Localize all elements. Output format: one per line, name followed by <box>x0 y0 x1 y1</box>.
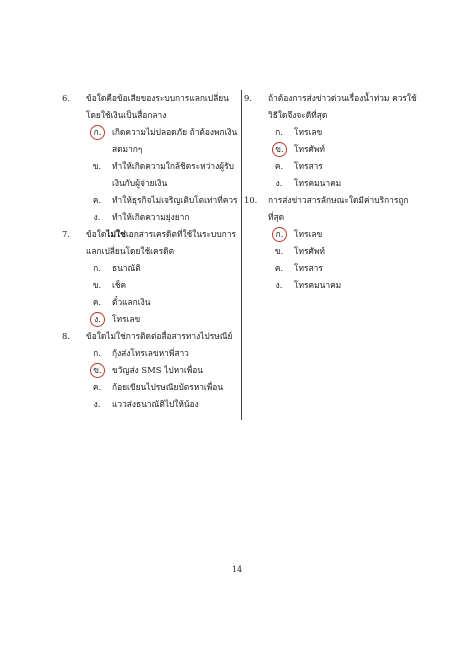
question-6 <box>62 90 240 124</box>
option-6b <box>62 158 240 192</box>
question-number: 7. <box>62 229 70 239</box>
option-letter-circled: ก. <box>272 227 287 242</box>
option-10a <box>244 226 422 243</box>
option-9c <box>244 158 422 175</box>
option-7a <box>62 260 240 277</box>
question-number: 8. <box>62 331 70 341</box>
question-text-emphasis: ไม่ใช่ <box>106 229 126 239</box>
option-letter: ค. <box>274 161 284 171</box>
option-9d <box>244 175 422 192</box>
option-text: โทรสาร <box>294 161 323 171</box>
option-letter: ง. <box>93 212 101 222</box>
option-7b <box>62 277 240 294</box>
question-number: 9. <box>244 93 252 103</box>
question-text: ข้อใดไม่ใช่การติดต่อสื่อสารทางไปรษณีย์ <box>86 331 233 341</box>
option-8b <box>62 362 240 379</box>
option-6c <box>62 192 240 209</box>
option-9a <box>244 124 422 141</box>
option-letter: ก. <box>275 127 283 137</box>
option-9b <box>244 141 422 158</box>
option-text: ตั๋วแลกเงิน <box>112 297 151 307</box>
option-text: ก้อยเขียนไปรษณียบัตรหาเพื่อน <box>112 382 224 392</box>
option-6a <box>62 124 240 158</box>
option-letter: ค. <box>92 297 102 307</box>
question-10 <box>244 192 422 226</box>
option-text: โทรเลข <box>294 229 323 239</box>
option-10c <box>244 260 422 277</box>
option-letter: ข. <box>92 161 102 171</box>
option-text: โทรคมนาคม <box>294 178 342 188</box>
option-letter: ค. <box>92 382 102 392</box>
option-letter: ง. <box>275 280 283 290</box>
option-text: ขวัญส่ง SMS ไปหาเพื่อน <box>112 365 204 375</box>
question-text: ข้อใดคือข้อเสียของระบบการแลกเปลี่ยนโดยใช้เงินเป็นสื่อกลาง <box>86 93 229 120</box>
option-8d <box>62 396 240 413</box>
question-text: การส่งข่าวสารลักษณะใดมีค่าบริการถูกที่สุด <box>268 195 409 222</box>
option-text: โทรคมนาคม <box>294 280 342 290</box>
option-7c <box>62 294 240 311</box>
option-text: กุ้งส่งโทรเลขหาพี่สาว <box>112 348 189 358</box>
question-text-end: เอกสารเครดิตที่ใช้ในระบบการแลกเปลี่ยนโดยใช้เครดิต <box>86 229 236 256</box>
option-text: เกิดความไม่ปลอดภัย ถ้าต้องพกเงินสดมากๆ <box>112 127 238 154</box>
option-text: เช็ค <box>112 280 127 290</box>
question-7 <box>62 226 240 260</box>
option-6d <box>62 209 240 226</box>
option-text: ทำให้เกิดความใกล้ชิดระหว่างผู้รับเงินกับผู้จ่ายเงิน <box>112 161 234 188</box>
option-text: โทรสาร <box>294 263 323 273</box>
left-column <box>62 90 240 413</box>
option-letter: ก. <box>93 348 101 358</box>
column-divider <box>241 90 242 420</box>
option-letter: ข. <box>274 246 284 256</box>
option-letter-circled: ข. <box>272 142 287 157</box>
option-7d <box>62 311 240 328</box>
option-letter: ก. <box>93 263 101 273</box>
right-column <box>244 90 422 294</box>
question-text <box>62 226 240 260</box>
option-8c <box>62 379 240 396</box>
question-8 <box>62 328 240 345</box>
option-text: ทำให้เกิดความยุ่งยาก <box>112 212 190 222</box>
option-letter-circled: ง. <box>90 312 105 327</box>
option-letter-circled: ก. <box>90 125 105 140</box>
option-10b <box>244 243 422 260</box>
question-text-start: ข้อใด <box>86 229 107 239</box>
option-10d <box>244 277 422 294</box>
option-text: โทรศัพท์ <box>294 144 325 154</box>
option-text: โทรศัพท์ <box>294 246 325 256</box>
page-number: 14 <box>231 565 243 574</box>
option-text: โทรเลข <box>112 314 141 324</box>
option-text: ธนาณัติ <box>112 263 141 273</box>
option-8a <box>62 345 240 362</box>
option-letter: ค. <box>274 263 284 273</box>
option-letter: ข. <box>92 280 102 290</box>
question-text: ถ้าต้องการส่งข่าวด่วนเรื่องน้ำท่วม ควรใช้วิธีใดจึงจะดีที่สุด <box>268 93 417 120</box>
option-letter: ง. <box>93 399 101 409</box>
option-text: ทำให้ธุรกิจไม่เจริญเติบโตเท่าที่ควร <box>112 195 238 205</box>
option-letter: ค. <box>92 195 102 205</box>
option-letter: ง. <box>275 178 283 188</box>
option-text: โทรเลข <box>294 127 323 137</box>
option-text: แววส่งธนาณัติไปให้น้อง <box>112 399 199 409</box>
option-letter-circled: ข. <box>90 363 105 378</box>
question-9 <box>244 90 422 124</box>
question-number: 6. <box>62 93 70 103</box>
question-number: 10. <box>244 195 258 205</box>
